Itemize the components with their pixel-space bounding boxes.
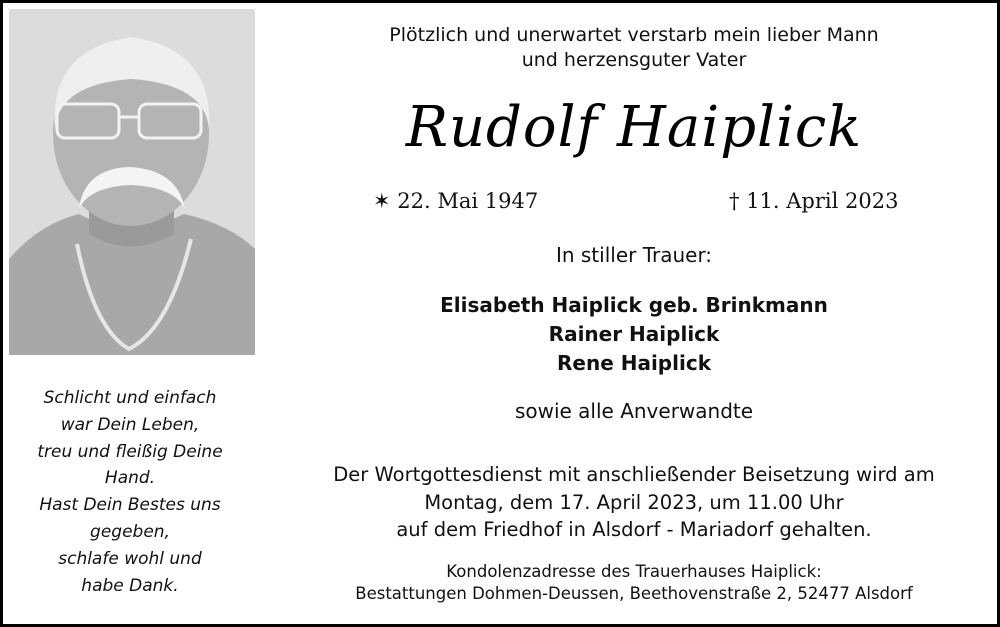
poem-line: Schlicht und einfach	[43, 388, 217, 408]
service-line: Montag, dem 17. April 2023, um 11.00 Uhr	[424, 490, 844, 514]
poem-line: habe Dank.	[81, 575, 179, 596]
poem-line: schlafe wohl und	[58, 548, 202, 569]
family-list	[269, 291, 999, 378]
contact-line: Bestattungen Dohmen-Deussen, Beethovenstraße 2, 52477 Alsdorf	[355, 584, 913, 603]
poem-line: Hand.	[104, 468, 156, 489]
condolence-address	[269, 561, 999, 605]
death-date-text: 11. April 2023	[746, 189, 899, 213]
service-line: Der Wortgottesdienst mit anschließender Beisetzung wird am	[333, 463, 935, 486]
birth-date	[373, 189, 538, 213]
family-member: Rainer Haiplick	[548, 322, 720, 346]
service-line: auf dem Friedhof in Alsdorf - Mariadorf gehalten.	[396, 518, 872, 541]
intro-text	[269, 23, 999, 73]
cross-icon: †	[729, 189, 740, 213]
intro-line: und herzensguter Vater	[521, 49, 747, 71]
poem-line: Hast Dein Bestes uns	[39, 495, 221, 516]
poem-line: treu und fleißig Deine	[37, 441, 223, 462]
deceased-name: Rudolf Haiplick	[405, 95, 863, 160]
intro-line: Plötzlich und unerwartet verstarb mein lieber Mann	[389, 24, 879, 46]
mourning-label: In stiller Trauer:	[555, 243, 713, 267]
portrait-photo	[9, 9, 255, 355]
family-member: Elisabeth Haiplick geb. Brinkmann	[440, 293, 828, 317]
poem	[11, 385, 249, 599]
star-icon: ✶	[373, 189, 391, 213]
relatives-text: sowie alle Anverwandte	[514, 399, 754, 423]
poem-line: war Dein Leben,	[60, 414, 200, 435]
death-date	[729, 189, 898, 213]
birth-date-text: 22. Mai 1947	[397, 189, 539, 213]
contact-line: Kondolenzadresse des Trauerhauses Haiplick:	[446, 562, 822, 581]
service-info	[269, 461, 999, 544]
family-member: Rene Haiplick	[556, 351, 711, 375]
poem-line: gegeben,	[90, 521, 170, 542]
